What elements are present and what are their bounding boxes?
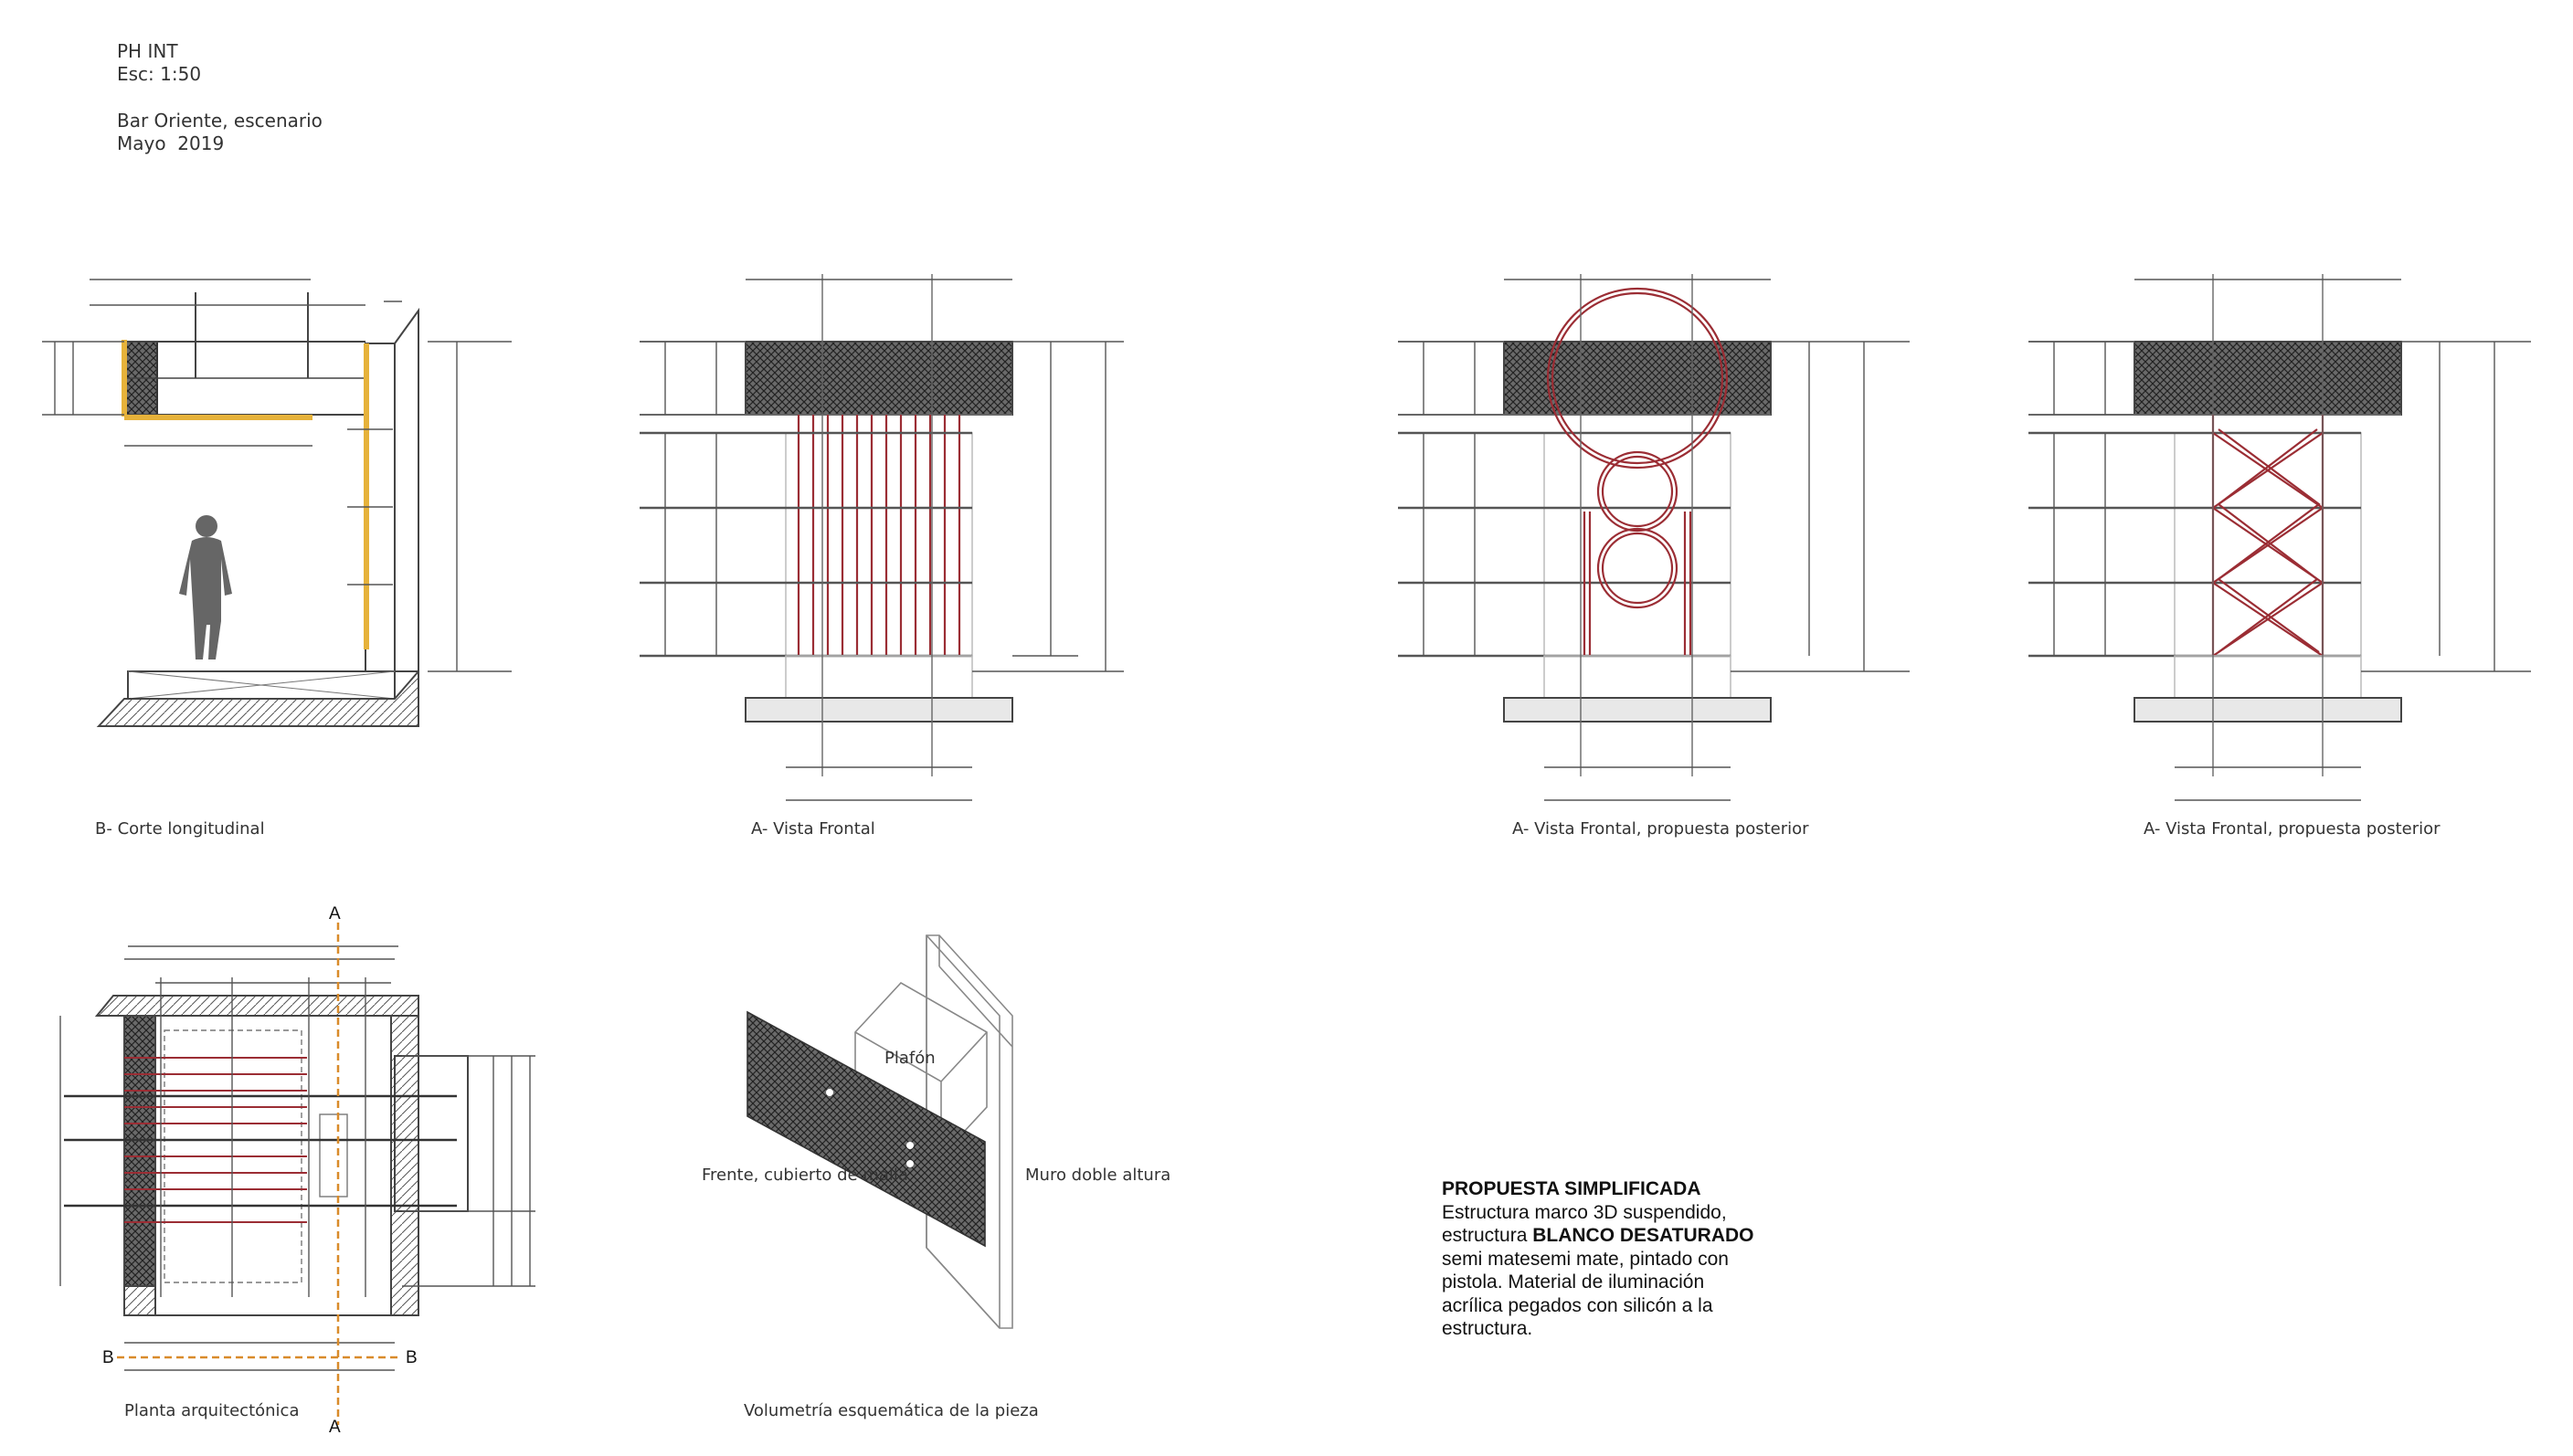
proposal-line-2-bold: BLANCO DESATURADO	[1532, 1225, 1754, 1246]
proposal-line-2-prefix: estructura	[1442, 1225, 1533, 1246]
label-frente: Frente, cubierto de malla	[702, 1166, 908, 1185]
proposal-line-2	[1442, 1224, 1826, 1248]
section-mark-a-top: A	[329, 904, 341, 923]
caption-frontal: A- Vista Frontal	[751, 819, 875, 839]
volumetria-drawing	[747, 935, 1012, 1328]
section-mark-b-left: B	[102, 1348, 114, 1367]
proposal-line-5: acrílica pegados con silicón a la	[1442, 1294, 1713, 1316]
proposal-line-3: semi matesemi mate, pintado con	[1442, 1248, 1729, 1270]
project-name: Bar Oriente, escenario	[117, 110, 323, 132]
proposal-line-1: Estructura marco 3D suspendido,	[1442, 1201, 1727, 1223]
proposal-line-4: pistola. Material de iluminación	[1442, 1271, 1705, 1292]
human-figure-icon	[179, 515, 232, 659]
vista-frontal-drawing	[640, 274, 1124, 800]
proposal-line-6: estructura.	[1442, 1318, 1533, 1339]
section-mark-b-right: B	[406, 1348, 418, 1367]
label-plafon: Plafón	[884, 1049, 936, 1068]
project-code: PH INT	[117, 40, 178, 62]
caption-volumetria: Volumetría esquemática de la pieza	[744, 1401, 1039, 1420]
vista-frontal-circulos-drawing	[1398, 274, 1910, 800]
caption-planta: Planta arquitectónica	[124, 1401, 300, 1420]
vista-frontal-cruces-drawing	[2028, 274, 2531, 800]
project-date: Mayo 2019	[117, 132, 225, 154]
caption-corte: B- Corte longitudinal	[95, 819, 265, 839]
scale-label: Esc: 1:50	[117, 63, 202, 85]
caption-frontal-post2: A- Vista Frontal, propuesta posterior	[2144, 819, 2441, 839]
label-muro: Muro doble altura	[1025, 1166, 1171, 1185]
section-mark-a-bottom: A	[329, 1418, 341, 1437]
proposal-title: PROPUESTA SIMPLIFICADA	[1442, 1178, 1701, 1199]
corte-longitudinal-drawing	[42, 280, 512, 726]
planta-drawing	[60, 923, 535, 1425]
proposal-note	[1442, 1177, 1826, 1341]
caption-frontal-post1: A- Vista Frontal, propuesta posterior	[1512, 819, 1809, 839]
